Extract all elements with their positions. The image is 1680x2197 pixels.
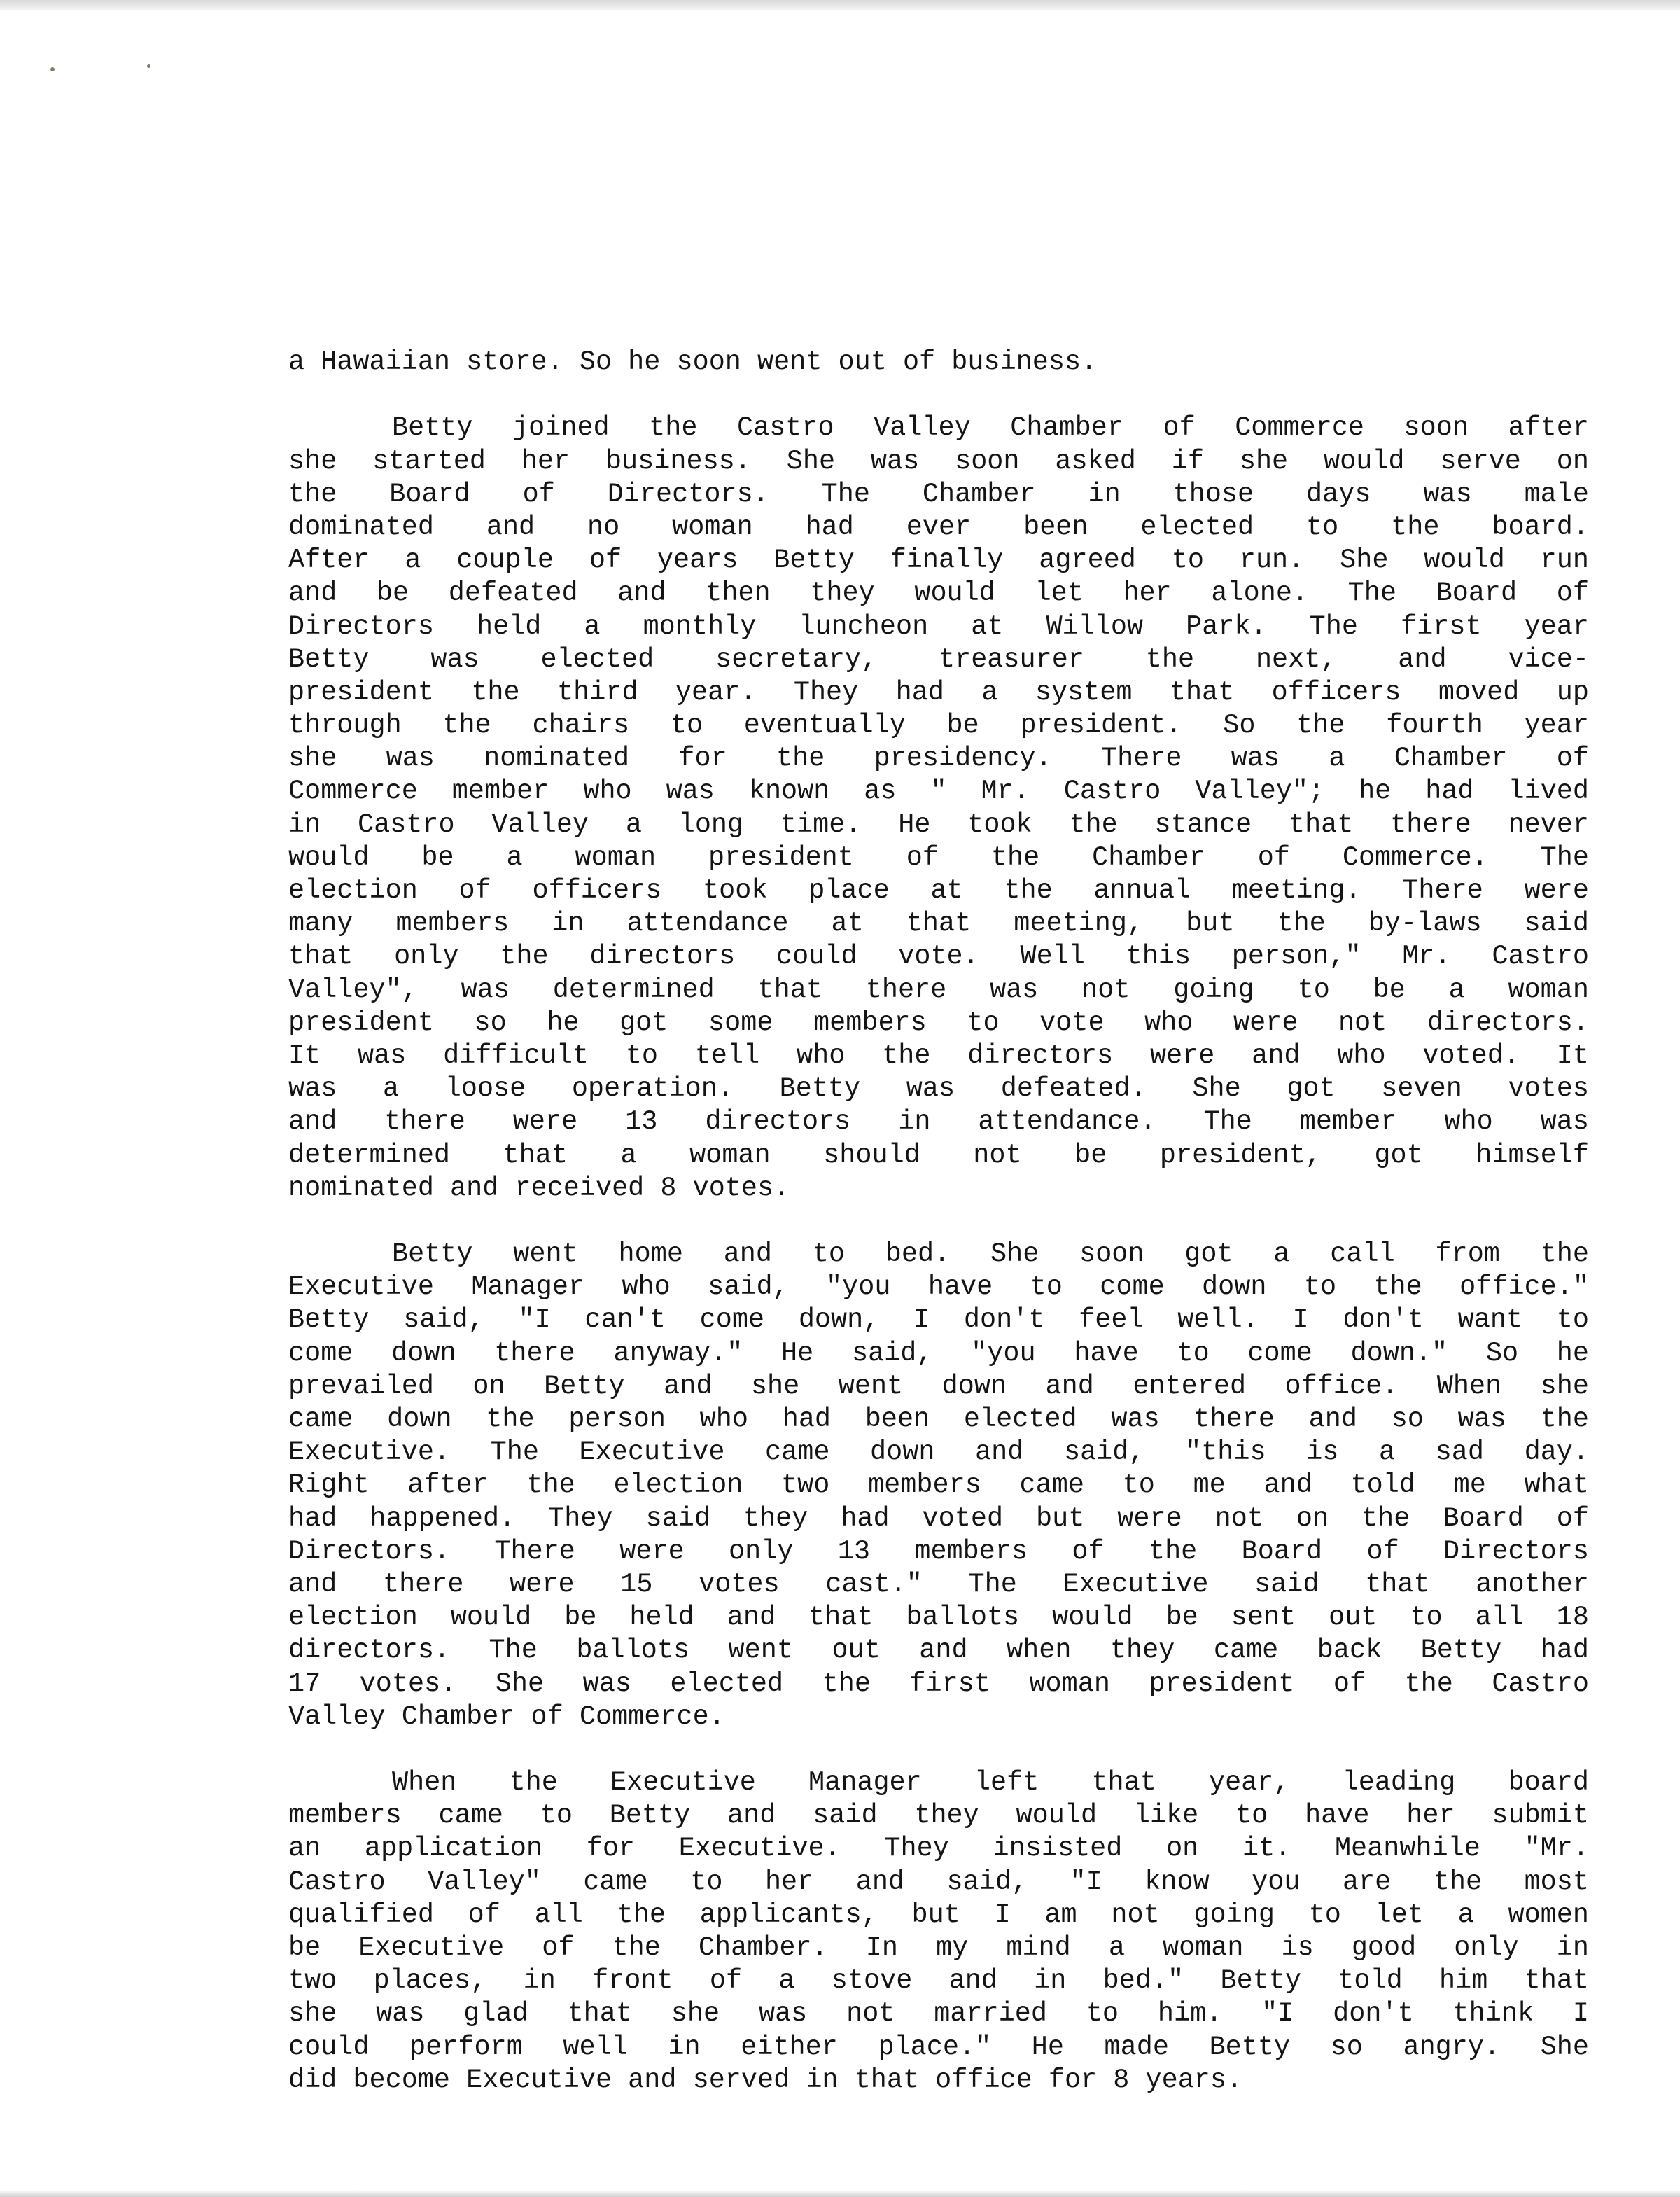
paragraph xyxy=(288,346,1589,379)
text-line: and there were 15 votes cast." The Executive said that another xyxy=(288,1568,1589,1600)
text-line: that only the directors could vote. Well this person," Mr. Castro xyxy=(288,941,1589,972)
text-line: an application for Executive. They insisted on it. Meanwhile "Mr. xyxy=(288,1833,1589,1864)
text-line: qualified of all the applicants, but I am not going to let a women xyxy=(288,1899,1589,1930)
text-line: Executive Manager who said, "you have to come down to the office." xyxy=(288,1271,1589,1303)
text-line: After a couple of years Betty finally agreed to run. She would run xyxy=(288,545,1589,576)
text-line: she started her business. She was soon asked if she would serve on xyxy=(288,445,1589,477)
text-line: president the third year. They had a system that officers moved up xyxy=(288,676,1589,708)
text-line: Betty said, "I can't come down, I don't feel well. I don't want to xyxy=(288,1304,1589,1336)
text-line: had happened. They said they had voted but were not on the Board of xyxy=(288,1502,1589,1534)
text-line: two places, in front of a stove and in bed." Betty told him that xyxy=(288,1965,1589,1997)
text-line: election of officers took place at the annual meeting. There were xyxy=(288,875,1589,906)
text-line: Directors. There were only 13 members of the Board of Directors xyxy=(288,1535,1589,1567)
text-line: was a loose operation. Betty was defeated. She got seven votes xyxy=(288,1073,1589,1105)
typed-text-body xyxy=(288,346,1589,2097)
text-line: directors. The ballots went out and when they came back Betty had xyxy=(288,1635,1589,1666)
text-line: Directors held a monthly luncheon at Willow Park. The first year xyxy=(288,611,1589,642)
text-line: came down the person who had been elected was there and so was the xyxy=(288,1404,1589,1435)
text-line: Executive. The Executive came down and said, "this is a sad day. xyxy=(288,1437,1589,1468)
text-line: a Hawaiian store. So he soon went out of business. xyxy=(288,347,1098,377)
text-line: 17 votes. She was elected the first woman president of the Castro xyxy=(288,1668,1589,1699)
text-line: the Board of Directors. The Chamber in those days was male xyxy=(288,478,1589,510)
text-line: When the Executive Manager left that year, leading board xyxy=(392,1767,1589,1799)
text-line: determined that a woman should not be president, got himself xyxy=(288,1139,1589,1171)
text-line: It was difficult to tell who the directors were and who voted. It xyxy=(288,1040,1589,1071)
text-line: be Executive of the Chamber. In my mind a woman is good only in xyxy=(288,1932,1589,1963)
text-line: Betty joined the Castro Valley Chamber of Commerce soon after xyxy=(392,412,1589,444)
text-line: many members in attendance at that meeting, but the by-laws said xyxy=(288,908,1589,940)
text-line: members came to Betty and said they would like to have her submit xyxy=(288,1800,1589,1832)
text-line: and be defeated and then they would let her alone. The Board of xyxy=(288,578,1589,609)
text-line: would be a woman president of the Chamber of Commerce. The xyxy=(288,842,1589,873)
scan-speck xyxy=(50,67,55,71)
text-line: president so he got some members to vote who were not directors. xyxy=(288,1007,1589,1038)
paragraph-gap xyxy=(288,379,1589,412)
paragraph xyxy=(288,1238,1589,1734)
text-line: Castro Valley" came to her and said, "I know you are the most xyxy=(288,1866,1589,1897)
text-line: Right after the election two members came to me and told me what xyxy=(288,1470,1589,1501)
text-line: Betty was elected secretary, treasurer the next, and vice- xyxy=(288,643,1589,675)
paragraph xyxy=(288,412,1589,1205)
text-line: Commerce member who was known as " Mr. Castro Valley"; he had lived xyxy=(288,776,1589,807)
scan-speck xyxy=(147,64,150,68)
text-line: she was nominated for the presidency. There was a Chamber of xyxy=(288,743,1589,774)
text-line: through the chairs to eventually be president. So the fourth year xyxy=(288,710,1589,741)
paragraph-gap xyxy=(288,1205,1589,1238)
paragraph xyxy=(288,1766,1589,2097)
text-line: Valley", was determined that there was not going to be a woman xyxy=(288,974,1589,1005)
text-line: nominated and received 8 votes. xyxy=(288,1172,790,1204)
scan-bottom-edge xyxy=(0,2190,1680,2197)
text-line: come down there anyway." He said, "you have to come down." So he xyxy=(288,1337,1589,1369)
text-line: and there were 13 directors in attendance. The member who was xyxy=(288,1106,1589,1138)
text-line: election would be held and that ballots would be sent out to all 18 xyxy=(288,1602,1589,1633)
scan-top-edge xyxy=(0,0,1680,10)
text-line: could perform well in either place." He made Betty so angry. She xyxy=(288,2031,1589,2063)
text-line: in Castro Valley a long time. He took the stance that there never xyxy=(288,809,1589,840)
text-line: prevailed on Betty and she went down and entered office. When she xyxy=(288,1370,1589,1402)
text-line: Betty went home and to bed. She soon got a call from the xyxy=(392,1239,1589,1270)
text-line: Valley Chamber of Commerce. xyxy=(288,1701,725,1732)
paragraph-gap xyxy=(288,1734,1589,1766)
text-line: dominated and no woman had ever been elected to the board. xyxy=(288,511,1589,543)
text-line: she was glad that she was not married to him. "I don't think I xyxy=(288,1998,1589,2030)
text-line: did become Executive and served in that office for 8 years. xyxy=(288,2064,1243,2095)
